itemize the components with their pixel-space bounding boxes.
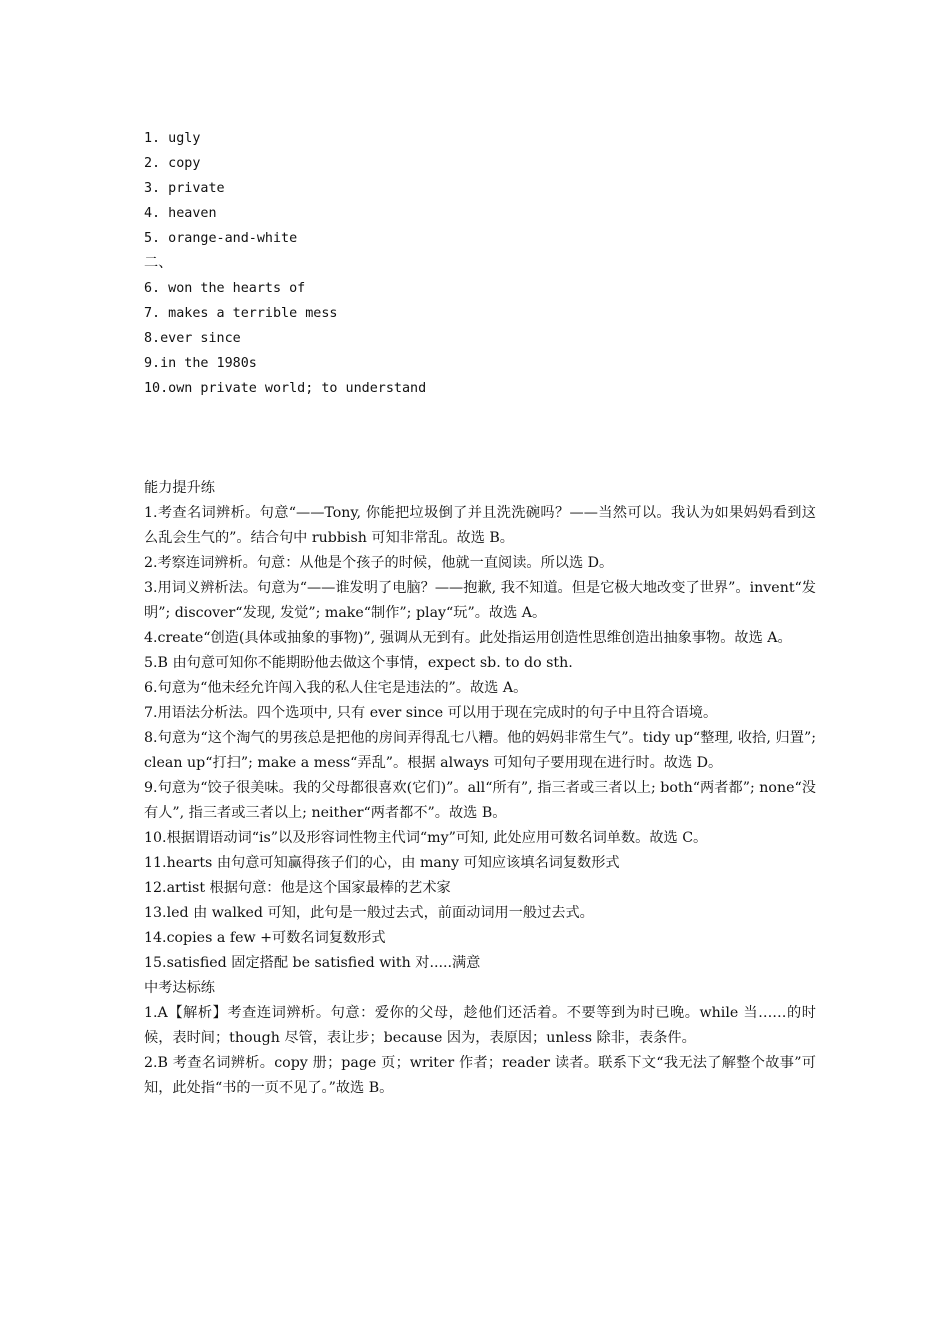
explanation-paragraph: 1.A【解析】考查连词辨析。句意：爱你的父母，趁他们还活着。不要等到为时已晚。while 当……的时候，表时间；though 尽管，表让步；because 因为，表原因；unless 除非，表条件。 (144, 1005, 816, 1046)
explanation-paragraph: 13.led 由 walked 可知，此句是一般过去式，前面动词用一般过去式。 (144, 905, 594, 921)
explanation-paragraph: 14.copies a few +可数名词复数形式 (144, 930, 386, 946)
blank-space (144, 401, 816, 476)
answer-line: 8.ever since (144, 331, 241, 346)
answer-line: 1. ugly (144, 131, 201, 146)
explanation-paragraph: 7.用语法分析法。四个选项中, 只有 ever since 可以用于现在完成时的句子中且符合语境。 (144, 705, 718, 721)
answer-line: 6. won the hearts of (144, 281, 306, 296)
section-heading-two: 二、 (144, 255, 173, 271)
answer-line: 10.own private world; to understand (144, 381, 427, 396)
answer-line: 5. orange-and-white (144, 231, 298, 246)
explanation-paragraph: 10.根据谓语动词“is”以及形容词性物主代词“my”可知, 此处应用可数名词单数。故选 C。 (144, 830, 708, 846)
answer-line: 7. makes a terrible mess (144, 306, 338, 321)
explanation-paragraph: 15.satisfied 固定搭配 be satisfied with 对.....满意 (144, 955, 481, 971)
answer-section-one (144, 126, 816, 401)
answer-line: 2. copy (144, 156, 201, 171)
explanation-paragraph: 12.artist 根据句意：他是这个国家最棒的艺术家 (144, 880, 451, 896)
explanation-paragraph: 2.B 考查名词辨析。copy 册；page 页；writer 作者；reader 读者。联系下文“我无法了解整个故事”可知，此处指“书的一页不见了。”故选 B。 (144, 1055, 816, 1096)
answer-line: 3. private (144, 181, 225, 196)
explanation-paragraph: 11.hearts 由句意可知赢得孩子们的心，由 many 可知应该填名词复数形式 (144, 855, 620, 871)
exam-section (144, 976, 816, 1101)
exam-heading: 中考达标练 (144, 980, 215, 996)
ability-heading: 能力提升练 (144, 480, 215, 496)
explanation-paragraph: 5.B 由句意可知你不能期盼他去做这个事情，expect sb. to do sth. (144, 655, 573, 671)
explanation-paragraph: 4.create“创造(具体或抽象的事物)”, 强调从无到有。此处指运用创造性思维创造出抽象事物。故选 A。 (144, 630, 792, 646)
explanation-paragraph: 9.句意为“饺子很美味。我的父母都很喜欢(它们)”。all“所有”, 指三者或三者以上; both“两者都”; none“没有人”, 指三者或三者以上; neither“两者都不”。故选 B。 (144, 780, 816, 821)
explanation-paragraph: 8.句意为“这个淘气的男孩总是把他的房间弄得乱七八糟。他的妈妈非常生气”。tidy up“整理, 收拾, 归置”; clean up“打扫”; make a mess“弄乱”。根据 always 可知句子要用现在进行时。故选 D。 (144, 730, 816, 771)
ability-section (144, 476, 816, 976)
answer-line: 4. heaven (144, 206, 217, 221)
explanation-paragraph: 2.考察连词辨析。句意：从他是个孩子的时候，他就一直阅读。所以选 D。 (144, 555, 614, 571)
document-page (144, 126, 816, 1101)
explanation-paragraph: 6.句意为“他未经允许闯入我的私人住宅是违法的”。故选 A。 (144, 680, 528, 696)
explanation-paragraph: 3.用词义辨析法。句意为“——谁发明了电脑？——抱歉, 我不知道。但是它极大地改变了世界”。invent“发明”; discover“发现, 发觉”; make“制作”; play“玩”。故选 A。 (144, 580, 816, 621)
answer-line: 9.in the 1980s (144, 356, 257, 371)
explanation-paragraph: 1.考查名词辨析。句意“——Tony, 你能把垃圾倒了并且洗洗碗吗？——当然可以。我认为如果妈妈看到这么乱会生气的”。结合句中 rubbish 可知非常乱。故选 B。 (144, 505, 816, 546)
